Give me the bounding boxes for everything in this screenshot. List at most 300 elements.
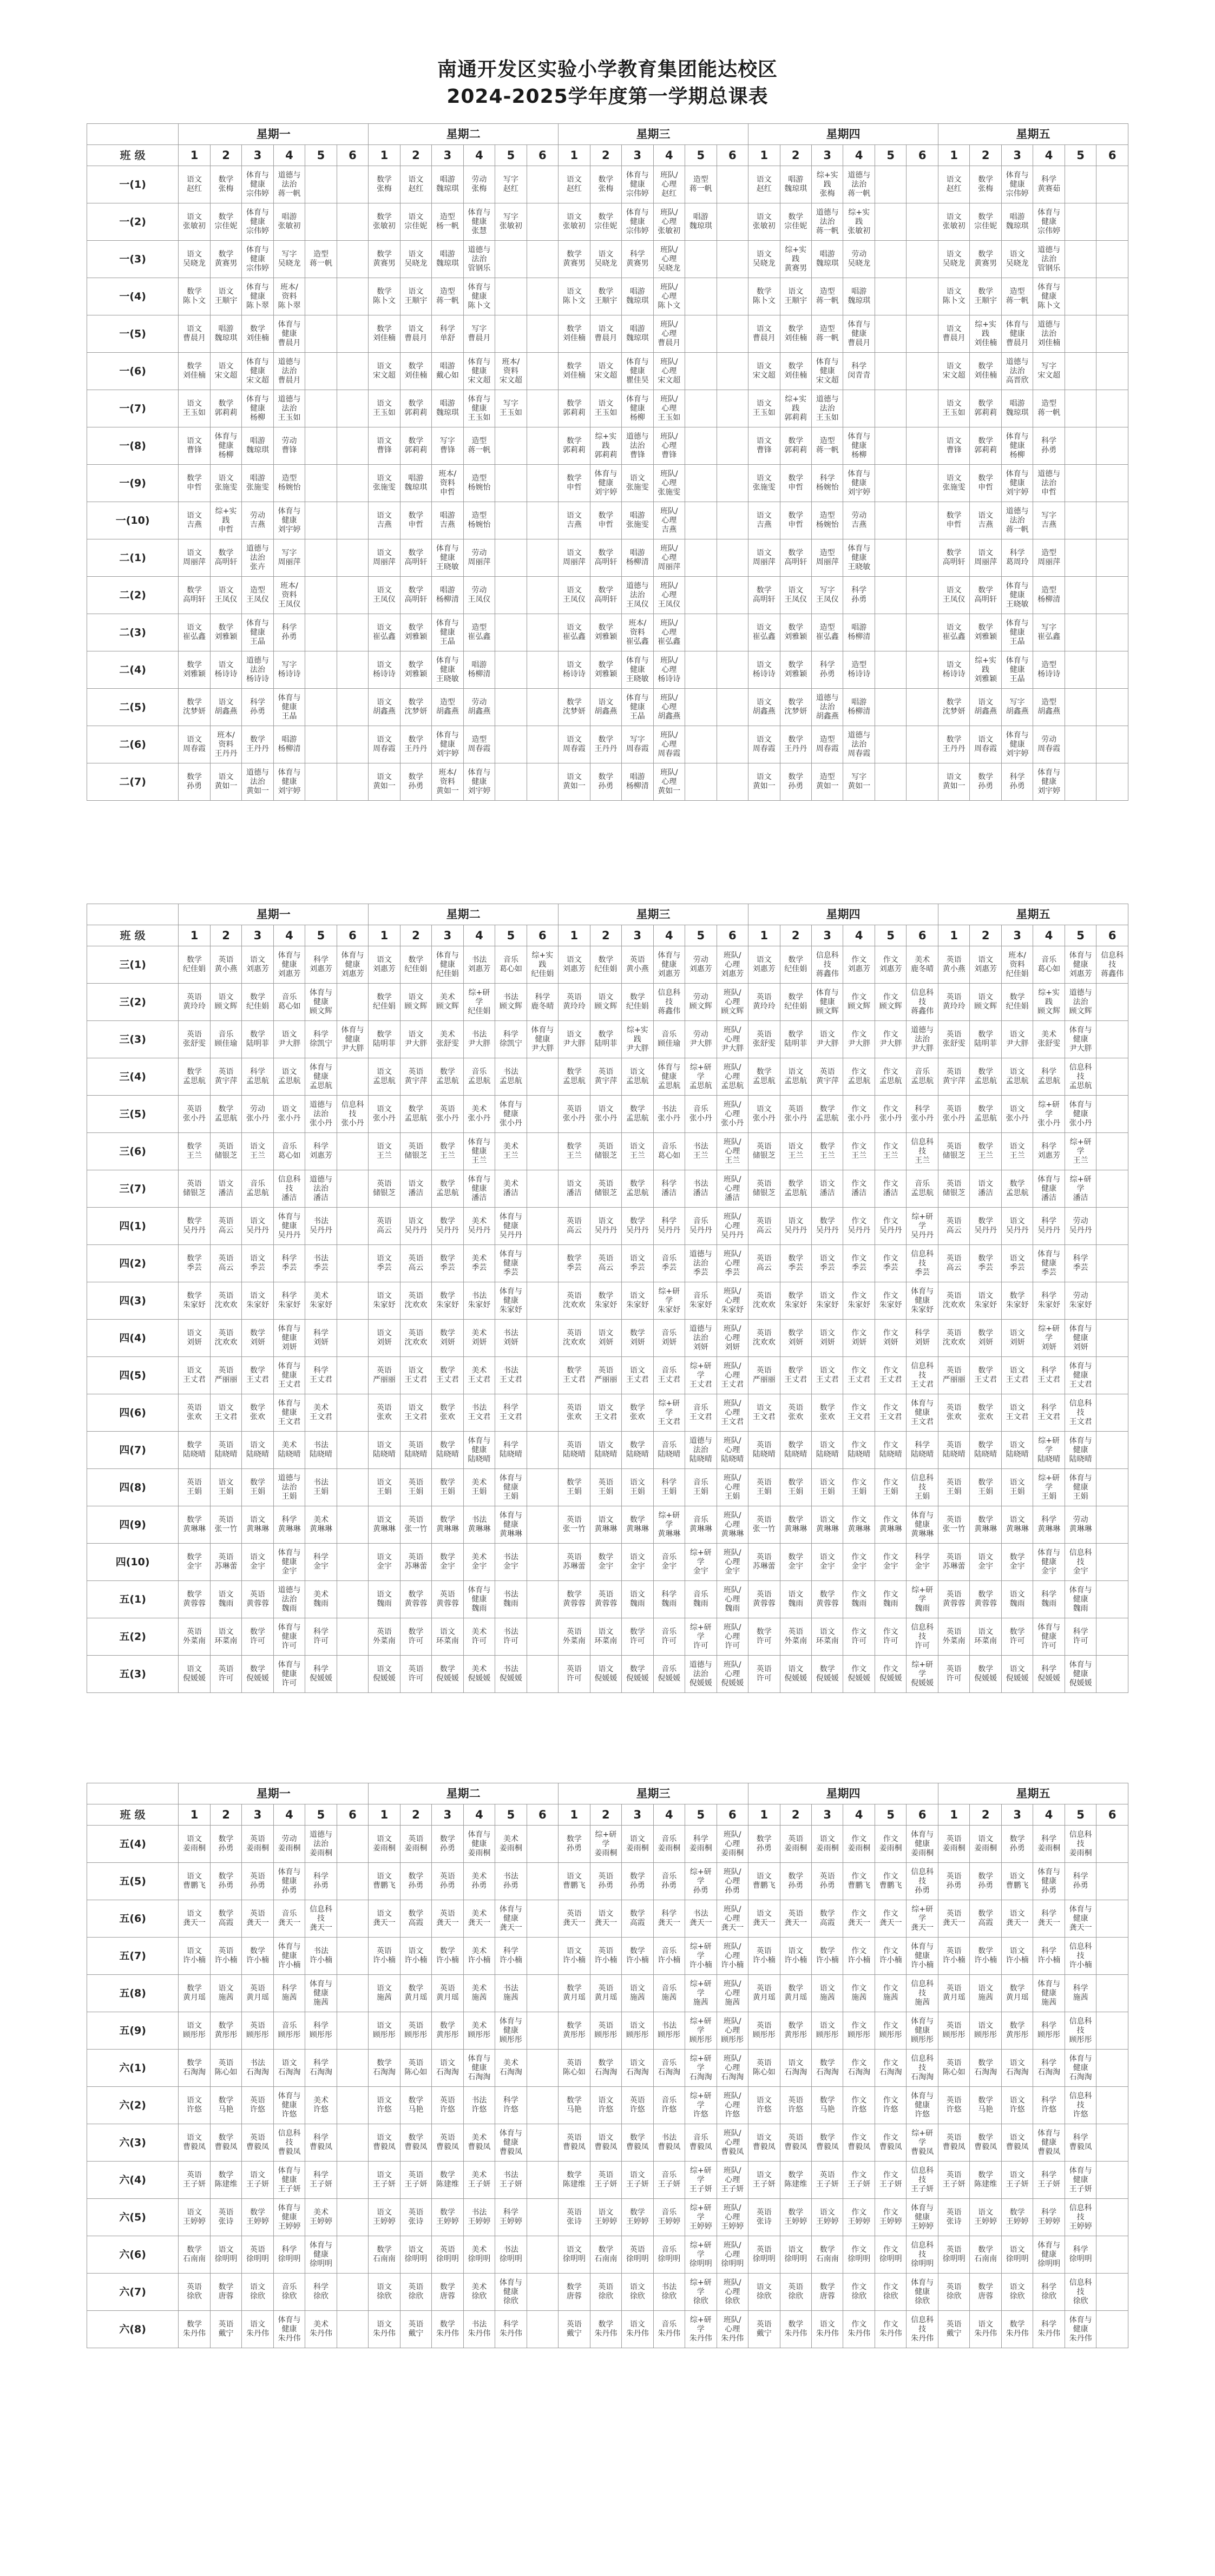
lesson-text: 音乐 王文君 [689, 1404, 712, 1421]
lesson-cell [685, 2274, 717, 2311]
lesson-text: 英语 徐明明 [752, 2245, 776, 2263]
lesson-cell [780, 502, 811, 539]
lesson-cell [337, 1900, 368, 1938]
lesson-cell [811, 651, 843, 689]
lesson-cell [179, 1656, 210, 1693]
lesson-cell [907, 1245, 938, 1282]
lesson-cell [907, 1096, 938, 1133]
lesson-cell [559, 2050, 590, 2087]
lesson-text: 语文 王文君 [594, 1404, 618, 1421]
lesson-text: 数学 刘雅颖 [784, 661, 807, 678]
lesson-cell [179, 726, 210, 763]
lesson-text: 班队/ 心理 徐明明 [721, 2241, 744, 2268]
lesson-cell [843, 614, 875, 651]
lesson-text: 数学 孙勇 [788, 1872, 804, 1890]
lesson-cell [653, 1394, 685, 1432]
lesson-text: 造型 杨柳清 [1037, 586, 1061, 604]
lesson-cell [495, 353, 527, 390]
lesson-cell [685, 1245, 717, 1282]
lesson-cell [938, 577, 969, 614]
period-header: 4 [1033, 925, 1065, 946]
lesson-cell [970, 203, 1001, 241]
lesson-text: 综+研 学 朱家妤 [658, 1287, 681, 1314]
lesson-cell [843, 2199, 875, 2236]
lesson-text: 综+研 学 龚天一 [911, 1905, 934, 1932]
lesson-cell [1096, 2311, 1128, 2348]
lesson-cell [179, 1581, 210, 1618]
lesson-text: 唱游 魏琼琪 [404, 474, 428, 492]
lesson-text: 数学 唐蓉 [566, 2283, 582, 2301]
lesson-cell [1065, 726, 1096, 763]
lesson-cell [748, 1506, 780, 1544]
lesson-cell [242, 1245, 273, 1282]
lesson-cell [463, 2012, 495, 2050]
lesson-cell [907, 1133, 938, 1170]
lesson-text: 语文 魏雨 [218, 1590, 234, 1608]
lesson-cell [748, 465, 780, 502]
lesson-text: 美术 潘洁 [503, 1180, 518, 1197]
lesson-text: 数学 王婷婷 [1006, 2208, 1029, 2226]
lesson-cell [273, 651, 305, 689]
lesson-cell [305, 1021, 337, 1058]
lesson-text: 数学 曹毅凤 [816, 2133, 839, 2151]
lesson-cell [970, 689, 1001, 726]
lesson-cell [685, 1975, 717, 2012]
lesson-cell [400, 2087, 431, 2124]
lesson-cell [938, 689, 969, 726]
lesson-text: 语文 施茜 [629, 1984, 645, 2002]
class-name: 六(8) [87, 2311, 179, 2348]
lesson-cell [273, 1058, 305, 1096]
lesson-text: 语文 曹晨月 [594, 325, 618, 342]
lesson-cell [780, 651, 811, 689]
class-row [87, 539, 1128, 577]
lesson-text: 综+研 学 吴丹丹 [911, 1212, 934, 1240]
lesson-cell [432, 390, 463, 427]
lesson-text: 英语 储银芝 [372, 1180, 396, 1197]
lesson-text: 科学 季芸 [1073, 1254, 1088, 1272]
lesson-text: 英语 张一竹 [942, 1516, 966, 1533]
lesson-cell [590, 1975, 621, 2012]
lesson-cell [210, 1863, 241, 1900]
lesson-text: 体育与 健康 王晓敏 [436, 544, 459, 571]
lesson-cell [843, 726, 875, 763]
period-header: 2 [970, 145, 1001, 166]
lesson-text: 语文 季芸 [376, 1254, 392, 1272]
lesson-cell [527, 278, 558, 315]
lesson-cell [179, 1245, 210, 1282]
lesson-cell [305, 1469, 337, 1506]
lesson-text: 作文 吴丹丹 [879, 1217, 902, 1235]
lesson-text: 语文 顾文辉 [214, 993, 238, 1011]
lesson-cell [970, 1975, 1001, 2012]
lesson-text: 数学 黄彤彤 [214, 2021, 238, 2039]
lesson-text: 语文 周丽萍 [752, 549, 776, 566]
period-header: 6 [907, 1804, 938, 1826]
lesson-cell [369, 502, 400, 539]
lesson-cell [179, 614, 210, 651]
lesson-cell [1096, 2012, 1128, 2050]
lesson-text: 语文 张施雯 [942, 474, 966, 492]
lesson-cell [179, 1096, 210, 1133]
lesson-text: 数学 王娟 [250, 1478, 265, 1496]
lesson-cell [242, 1320, 273, 1357]
lesson-text: 劳动 吴丹丹 [1069, 1217, 1092, 1235]
lesson-text: 音乐 孟思航 [246, 1180, 269, 1197]
lesson-cell [337, 689, 368, 726]
lesson-cell [559, 946, 590, 984]
day-header: 星期四 [748, 124, 938, 145]
lesson-cell [1001, 1975, 1033, 2012]
lesson-text: 班队/ 心理 曹锋 [660, 432, 678, 459]
lesson-cell [875, 2050, 906, 2087]
lesson-text: 体育与 健康 王晶 [436, 618, 459, 646]
lesson-cell [527, 2274, 558, 2311]
lesson-cell [369, 1432, 400, 1469]
lesson-text: 造型 蒋一帆 [689, 175, 712, 193]
lesson-cell [559, 1133, 590, 1170]
lesson-text: 英语 徐欣 [408, 2283, 424, 2301]
lesson-text: 英语 严丽丽 [372, 1366, 396, 1384]
lesson-text: 英语 黄宇萍 [214, 1068, 238, 1085]
lesson-cell [717, 1357, 748, 1394]
lesson-cell [432, 2012, 463, 2050]
lesson-cell [210, 1208, 241, 1245]
lesson-text: 英语 张小丹 [562, 1105, 586, 1123]
lesson-cell [400, 353, 431, 390]
lesson-text: 音乐 曹毅凤 [689, 2133, 712, 2151]
lesson-cell [590, 2236, 621, 2274]
lesson-text: 作文 石淘淘 [848, 2059, 871, 2077]
class-row [87, 1506, 1128, 1544]
lesson-cell [432, 353, 463, 390]
lesson-text: 美术 顾彤彤 [468, 2021, 491, 2039]
lesson-cell [273, 465, 305, 502]
lesson-text: 语文 王顺宇 [404, 287, 428, 305]
class-row [87, 1282, 1128, 1320]
lesson-cell [1096, 353, 1128, 390]
lesson-text: 语文 倪媛媛 [784, 1665, 807, 1683]
lesson-text: 体育与 健康 石淘淘 [468, 2054, 491, 2081]
lesson-cell [210, 1133, 241, 1170]
lesson-cell [622, 763, 653, 801]
lesson-cell [717, 1544, 748, 1581]
lesson-cell [400, 2199, 431, 2236]
period-header: 5 [1065, 1804, 1096, 1826]
lesson-text: 科学 曹毅凤 [309, 2133, 332, 2151]
period-header: 5 [875, 1804, 906, 1826]
lesson-cell [337, 2087, 368, 2124]
lesson-text: 数学 陈建维 [562, 2171, 586, 2189]
lesson-text: 科学 魏雨 [1041, 1590, 1057, 1608]
lesson-text: 体育与 健康 王婷婷 [278, 2203, 301, 2231]
lesson-cell [242, 1826, 273, 1863]
period-header: 4 [1033, 145, 1065, 166]
lesson-cell [748, 1656, 780, 1693]
lesson-cell [717, 502, 748, 539]
class-name: 六(1) [87, 2050, 179, 2087]
lesson-cell [1065, 1656, 1096, 1693]
lesson-text: 语文 王子妍 [752, 2171, 776, 2189]
lesson-cell [210, 1618, 241, 1656]
lesson-text: 体育与 健康 王晓敏 [848, 544, 871, 571]
lesson-cell [717, 1170, 748, 1208]
lesson-cell [875, 2274, 906, 2311]
lesson-cell [527, 1938, 558, 1975]
lesson-cell [432, 502, 463, 539]
lesson-text: 体育与 健康 施茜 [1037, 1979, 1061, 2007]
lesson-text: 体育与 健康 宗伟婷 [246, 208, 269, 235]
lesson-text: 数学 申哲 [187, 474, 202, 492]
lesson-text: 语文 环菜南 [816, 1628, 839, 1645]
lesson-cell [653, 166, 685, 203]
lesson-cell [1096, 1133, 1128, 1170]
lesson-text: 班队/ 心理 潘洁 [723, 1175, 741, 1202]
lesson-cell [1033, 502, 1065, 539]
period-header: 3 [242, 145, 273, 166]
lesson-cell [685, 1826, 717, 1863]
lesson-cell [527, 427, 558, 465]
lesson-text: 书法 黄琳琳 [468, 1516, 491, 1533]
lesson-cell [463, 1394, 495, 1432]
class-name: 四(8) [87, 1469, 179, 1506]
lesson-cell [875, 1170, 906, 1208]
lesson-text: 英语 黄月瑶 [942, 1984, 966, 2002]
lesson-cell [622, 1133, 653, 1170]
lesson-cell [907, 315, 938, 353]
lesson-text: 语文 潘洁 [566, 1180, 582, 1197]
lesson-text: 语文 朱丹伟 [372, 2320, 396, 2338]
lesson-text: 数学 石淘淘 [183, 2059, 206, 2077]
lesson-text: 数学 纪佳娟 [372, 993, 396, 1011]
lesson-cell [210, 1826, 241, 1863]
lesson-text: 综+研 学 倪媛媛 [911, 1660, 934, 1688]
day-header: 星期一 [179, 124, 369, 145]
lesson-text: 作文 陆晓晴 [848, 1441, 871, 1459]
lesson-text: 数学 孙勇 [1009, 1835, 1025, 1853]
class-row [87, 1656, 1128, 1693]
lesson-text: 数学 季芸 [788, 1254, 804, 1272]
lesson-cell [1096, 689, 1128, 726]
class-row [87, 1021, 1128, 1058]
lesson-cell [875, 984, 906, 1021]
lesson-cell [1033, 1975, 1065, 2012]
period-header: 1 [938, 145, 969, 166]
lesson-cell [559, 166, 590, 203]
lesson-cell [1065, 1863, 1096, 1900]
lesson-cell [590, 1058, 621, 1096]
lesson-text: 劳动 吉燕 [250, 511, 265, 529]
lesson-text: 体育与 健康 刘宇婷 [436, 730, 459, 758]
lesson-text: 数学 吴丹丹 [436, 1217, 459, 1235]
lesson-cell [717, 353, 748, 390]
lesson-text: 体育与 健康 尹大胖 [1069, 1025, 1092, 1053]
lesson-cell [938, 1058, 969, 1096]
lesson-text: 美术 鹿冬晴 [911, 956, 934, 973]
lesson-text: 语文 王娟 [376, 1478, 392, 1496]
lesson-cell [685, 166, 717, 203]
lesson-text: 班本/ 资料 崔弘鑫 [626, 618, 649, 646]
lesson-cell [1065, 502, 1096, 539]
lesson-cell [1033, 1058, 1065, 1096]
lesson-cell [717, 1432, 748, 1469]
lesson-cell [811, 946, 843, 984]
lesson-text: 音乐 孟思航 [911, 1180, 934, 1197]
lesson-text: 数学 黄赛男 [974, 250, 997, 268]
lesson-text: 英语 王子妍 [816, 2171, 839, 2189]
class-name: 五(2) [87, 1618, 179, 1656]
lesson-cell [811, 2050, 843, 2087]
lesson-text: 数学 金宇 [1009, 1553, 1025, 1571]
lesson-cell [273, 1282, 305, 1320]
class-row [87, 2087, 1128, 2124]
lesson-cell [622, 1900, 653, 1938]
lesson-cell [305, 502, 337, 539]
lesson-cell [559, 2124, 590, 2162]
lesson-cell [843, 1469, 875, 1506]
lesson-cell [1065, 2236, 1096, 2274]
lesson-cell [305, 984, 337, 1021]
lesson-cell [653, 1469, 685, 1506]
class-row [87, 1357, 1128, 1394]
lesson-text: 体育与 健康 纪佳娟 [436, 951, 459, 978]
lesson-text: 美术 曹毅凤 [468, 2133, 491, 2151]
lesson-text: 班队/ 心理 崔弘鑫 [658, 618, 681, 646]
lesson-text: 体育与 健康 王丈君 [278, 1361, 301, 1389]
lesson-text: 数学 纪佳娟 [784, 993, 807, 1011]
lesson-text: 语文 孟思航 [278, 1068, 301, 1085]
lesson-cell [938, 1826, 969, 1863]
period-header: 3 [811, 1804, 843, 1826]
lesson-text: 造型 周丽萍 [1037, 549, 1061, 566]
lesson-text: 语文 许悠 [756, 2096, 772, 2114]
lesson-cell [875, 465, 906, 502]
lesson-cell [1033, 1021, 1065, 1058]
lesson-text: 体育与 健康 朱家妤 [499, 1287, 522, 1314]
lesson-text: 造型 黄如一 [816, 773, 839, 790]
lesson-cell [780, 1469, 811, 1506]
lesson-cell [337, 539, 368, 577]
lesson-cell [970, 502, 1001, 539]
lesson-cell [622, 1544, 653, 1581]
period-header: 6 [717, 145, 748, 166]
lesson-cell [179, 1357, 210, 1394]
lesson-text: 科学 孟思航 [246, 1068, 269, 1085]
lesson-text: 作文 吴丹丹 [848, 1217, 871, 1235]
lesson-cell [748, 2311, 780, 2348]
lesson-cell [1065, 1581, 1096, 1618]
lesson-cell [590, 2311, 621, 2348]
lesson-text: 科学 石淘淘 [309, 2059, 332, 2077]
lesson-text: 体育与 健康 曹晨月 [278, 320, 301, 347]
lesson-text: 语文 姜雨桐 [974, 1835, 997, 1853]
lesson-cell [527, 689, 558, 726]
lesson-cell [875, 1938, 906, 1975]
lesson-text: 数学 刘佳楠 [404, 362, 428, 380]
lesson-text: 数学 高明轩 [974, 586, 997, 604]
lesson-cell [1096, 1581, 1128, 1618]
lesson-text: 语文 朱丹伟 [816, 2320, 839, 2338]
lesson-cell [970, 1826, 1001, 1863]
lesson-text: 英语 许小楠 [942, 1947, 966, 1965]
lesson-cell [242, 1021, 273, 1058]
lesson-text: 科学 闵青青 [848, 362, 871, 380]
lesson-cell [527, 1357, 558, 1394]
lesson-text: 数学 高霞 [218, 1909, 234, 1927]
lesson-cell [843, 2124, 875, 2162]
lesson-text: 数学 孟思航 [1006, 1180, 1029, 1197]
lesson-text: 数学 黄月瑶 [183, 1984, 206, 2002]
lesson-cell [685, 2012, 717, 2050]
lesson-text: 数学 刘妍 [629, 1329, 645, 1347]
lesson-cell [1065, 1096, 1096, 1133]
lesson-cell [210, 502, 241, 539]
lesson-text: 班队/ 心理 孙勇 [723, 1867, 741, 1895]
lesson-text: 数学 许小楠 [246, 1947, 269, 1965]
lesson-cell [938, 1938, 969, 1975]
lesson-cell [305, 1058, 337, 1096]
lesson-text: 语文 朱家妤 [246, 1292, 269, 1309]
lesson-text: 语文 徐明明 [1006, 2245, 1029, 2263]
lesson-cell [400, 539, 431, 577]
lesson-text: 音乐 朱丹伟 [658, 2320, 681, 2338]
lesson-cell [622, 1506, 653, 1544]
lesson-cell [432, 726, 463, 763]
lesson-cell [653, 763, 685, 801]
lesson-text: 数学 沈梦妍 [942, 698, 966, 716]
lesson-text: 语文 胡鑫燕 [752, 698, 776, 716]
lesson-text: 语文 王丈君 [183, 1366, 206, 1384]
lesson-cell [717, 651, 748, 689]
lesson-cell [179, 2199, 210, 2236]
lesson-cell [559, 502, 590, 539]
lesson-cell [400, 614, 431, 651]
lesson-cell [717, 689, 748, 726]
period-header: 5 [685, 1804, 717, 1826]
lesson-text: 体育与 健康 刘惠芳 [278, 951, 301, 978]
lesson-cell [210, 2012, 241, 2050]
lesson-text: 语文 姜雨桐 [626, 1835, 649, 1853]
lesson-text: 作文 孟思航 [848, 1068, 871, 1085]
lesson-text: 综+研 学 石淘淘 [689, 2054, 712, 2081]
lesson-text: 班队/ 心理 周丽萍 [658, 544, 681, 571]
lesson-text: 数学 孙勇 [978, 1872, 994, 1890]
lesson-text: 英语 严丽丽 [594, 1366, 618, 1384]
lesson-cell [400, 1282, 431, 1320]
lesson-text: 语文 徐明明 [214, 2245, 238, 2263]
lesson-cell [748, 2050, 780, 2087]
class-row [87, 1544, 1128, 1581]
lesson-text: 语文 赵红 [756, 175, 772, 193]
lesson-text: 英语 外菜南 [784, 1628, 807, 1645]
lesson-cell [495, 1975, 527, 2012]
lesson-text: 英语 储银芝 [752, 1180, 776, 1197]
lesson-cell [938, 2162, 969, 2199]
lesson-text: 作文 王兰 [883, 1142, 898, 1160]
class-column-header: 班 级 [87, 925, 179, 946]
lesson-text: 造型 周春霞 [816, 735, 839, 753]
lesson-text: 数学 吴丹丹 [974, 1217, 997, 1235]
lesson-text: 信息科 技 王婷婷 [1069, 2203, 1092, 2231]
lesson-cell [843, 166, 875, 203]
lesson-cell [242, 763, 273, 801]
class-row [87, 166, 1128, 203]
lesson-cell [590, 2087, 621, 2124]
lesson-text: 语文 宋文超 [942, 362, 966, 380]
lesson-text: 数学 王婷婷 [246, 2208, 269, 2226]
lesson-text: 英语 王子妍 [183, 2171, 206, 2189]
lesson-text: 英语 储银芝 [942, 1142, 966, 1160]
